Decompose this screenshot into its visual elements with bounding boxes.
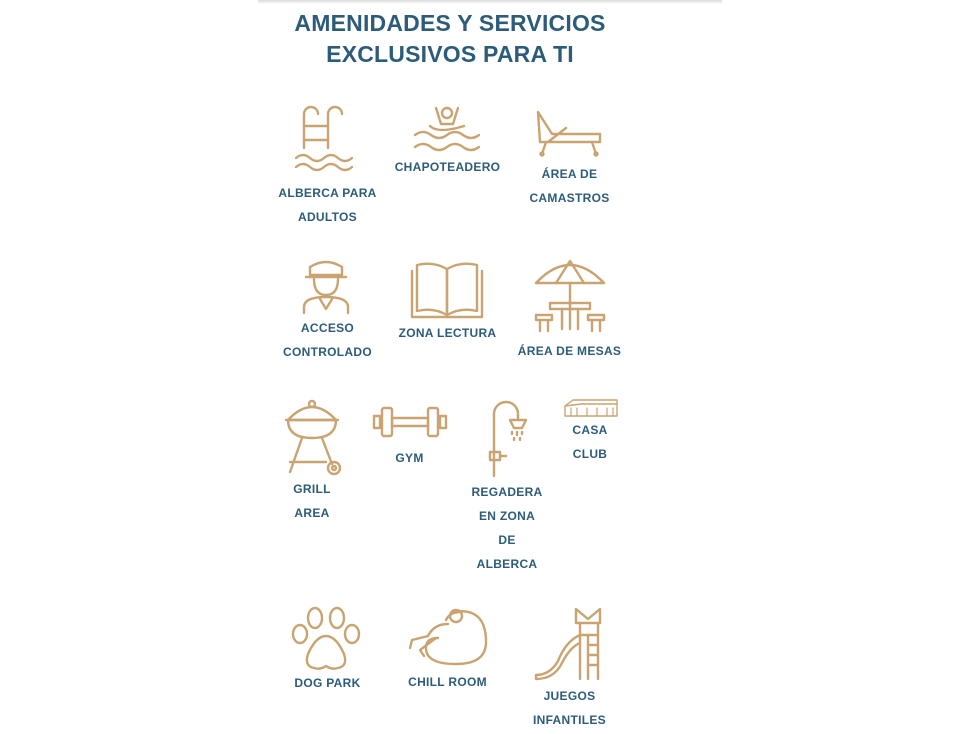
wading-pool-icon (412, 102, 482, 154)
amenity-label: CHILL ROOM (408, 675, 487, 689)
amenity-label: DOG PARK (294, 676, 361, 690)
amenity-label: ÁREA DE CAMASTROS (529, 167, 610, 205)
grill-icon (282, 398, 346, 478)
amenity-label: ACCESO CONTROLADO (283, 321, 372, 359)
page-title (250, 8, 650, 70)
paw-print-icon (290, 606, 362, 672)
amenity-label: ZONA LECTURA (398, 326, 497, 340)
umbrella-table-icon (532, 257, 608, 335)
amenity-chill-room (390, 600, 505, 700)
amenity-gym (362, 396, 457, 476)
dumbbell-icon (372, 402, 448, 442)
amenity-wading-pool (390, 100, 505, 190)
amenity-clubhouse (555, 396, 625, 466)
playground-slide-icon (532, 605, 606, 681)
amenity-sun-loungers (512, 100, 627, 215)
amenity-label: CASA CLUB (572, 423, 608, 461)
amenity-playground (512, 605, 627, 730)
amenity-label: REGADERA EN ZONA DE ALBERCA (471, 485, 543, 571)
amenity-reading-zone (390, 255, 505, 350)
security-guard-icon (300, 259, 352, 315)
open-book-icon (410, 259, 484, 319)
top-shadow (258, 0, 722, 4)
beanbag-person-icon (406, 604, 490, 668)
shower-icon (486, 400, 530, 480)
amenity-controlled-access (270, 255, 385, 370)
amenity-grill-area (262, 396, 362, 526)
amenity-dog-park (270, 600, 385, 700)
amenity-label: ÁREA DE MESAS (517, 344, 622, 358)
amenity-label: CHAPOTEADERO (394, 160, 501, 174)
amenity-label: JUEGOS INFANTILES (532, 689, 606, 727)
amenity-adult-pool (270, 100, 385, 230)
clubhouse-icon (563, 398, 619, 420)
title-line-2: EXCLUSIVOS PARA TI (326, 41, 574, 67)
amenity-label: GRILL AREA (293, 482, 331, 520)
amenity-label: ALBERCA PARA ADULTOS (278, 186, 377, 224)
pool-ladder-icon (292, 104, 356, 176)
amenity-pool-shower (462, 400, 552, 575)
title-line-1: AMENIDADES Y SERVICIOS (294, 10, 606, 36)
sun-lounger-icon (534, 104, 606, 158)
amenity-tables-area (512, 255, 627, 365)
amenity-label: GYM (395, 451, 424, 465)
